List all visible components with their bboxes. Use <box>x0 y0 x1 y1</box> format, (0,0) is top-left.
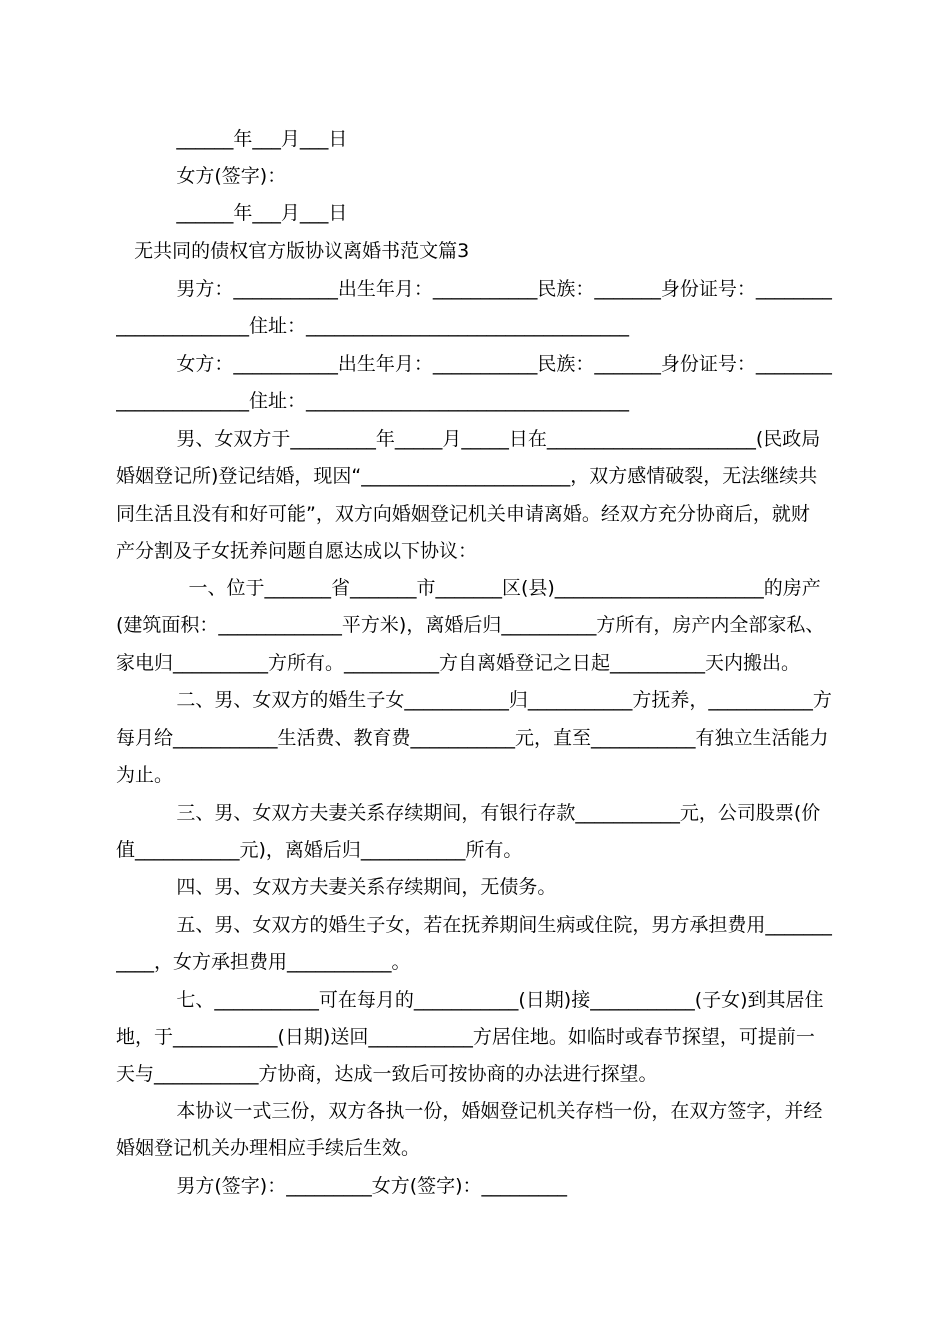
clause-line: 七、___________可在每月的___________(日期)接___________(子女)到其居住 <box>116 989 824 1011</box>
clause-line: 天与___________方协商，达成一致后可按协商的办法进行探望。 <box>116 1063 658 1085</box>
date-line: ______年___月___日 <box>116 202 348 224</box>
clause-line: 一、位于_______省_______市_______区(县)______________________的房产 <box>116 577 821 599</box>
section-heading: 无共同的债权官方版协议离婚书范文篇3 <box>116 240 470 262</box>
clause-line: 四、男、女双方夫妻关系存续期间，无债务。 <box>116 876 557 898</box>
clause-line: 家电归__________方所有。__________方自离婚登记之日起__________天内搬出。 <box>116 652 801 674</box>
date-line: ______年___月___日 <box>116 128 348 150</box>
female-signature-line: 女方(签字)： <box>116 165 287 187</box>
male-address-line: ______________住址：__________________________________ <box>116 315 630 337</box>
clause-line: 为止。 <box>116 764 174 786</box>
closing-line: 本协议一式三份，双方各执一份，婚姻登记机关存档一份，在双方签字，并经 <box>116 1100 823 1122</box>
clause-line: 二、男、女双方的婚生子女___________归___________方抚养，___________方 <box>116 689 832 711</box>
paragraph-line: 男、女双方于_________年_____月_____日在______________________(民政局 <box>116 428 821 450</box>
female-info-line: 女方：___________出生年月：___________民族：_______身份证号：________ <box>116 353 832 375</box>
male-info-line: 男方：___________出生年月：___________民族：_______身份证号：________ <box>116 278 832 300</box>
female-address-line: ______________住址：__________________________________ <box>116 390 630 412</box>
paragraph-line: 婚姻登记所)登记结婚，现因“______________________，双方感情破裂，无法继续共 <box>116 465 818 487</box>
clause-line: 地，于___________(日期)送回___________方居住地。如临时或春节探望，可提前一 <box>116 1026 815 1048</box>
clause-line: 值___________元)，离婚后归___________所有。 <box>116 839 523 861</box>
signature-line: 男方(签字)：_________女方(签字)：_________ <box>116 1175 568 1197</box>
clause-line: 五、男、女双方的婚生子女，若在抚养期间生病或住院，男方承担费用_______ <box>116 914 832 936</box>
closing-line: 婚姻登记机关办理相应手续后生效。 <box>116 1137 421 1159</box>
clause-line: 每月给___________生活费、教育费___________元，直至___________有独立生活能力 <box>116 727 829 749</box>
clause-line: 三、男、女双方夫妻关系存续期间，有银行存款___________元，公司股票(价 <box>116 802 821 824</box>
clause-line: ____，女方承担费用___________。 <box>116 951 411 973</box>
paragraph-line: 同生活且没有和好可能”，双方向婚姻登记机关申请离婚。经双方充分协商后，就财 <box>116 503 810 525</box>
paragraph-line: 产分割及子女抚养问题自愿达成以下协议： <box>116 540 478 562</box>
clause-line: (建筑面积：_____________平方米)，离婚后归__________方所有，房产内全部家私、 <box>116 614 825 636</box>
